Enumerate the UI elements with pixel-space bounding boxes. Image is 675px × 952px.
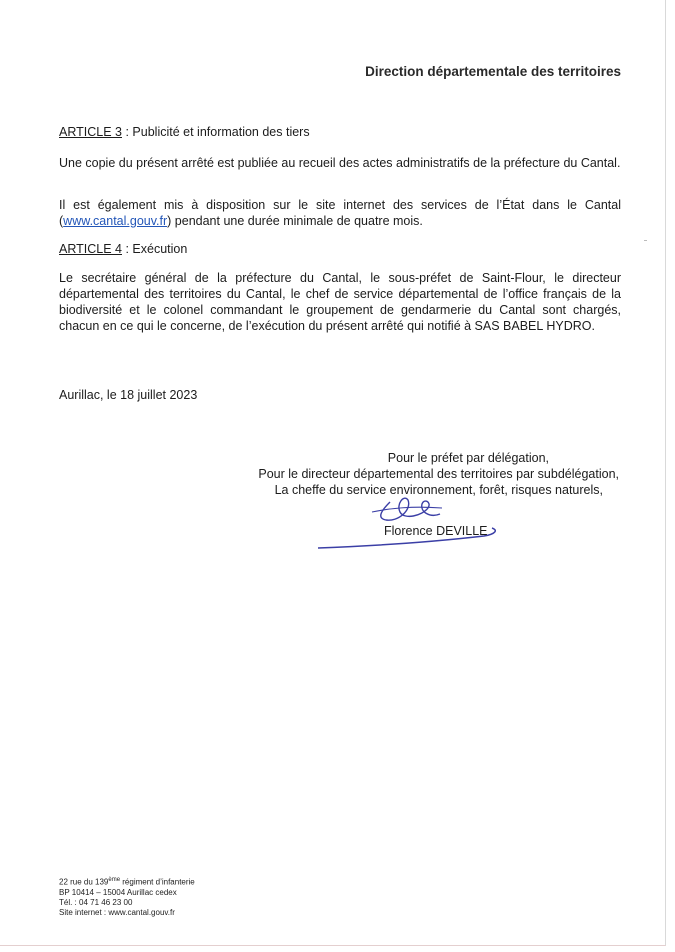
- signature-line-3: La cheffe du service environnement, forêt, risques naturels,: [274, 483, 603, 497]
- article-3-paragraph-2: [59, 197, 621, 229]
- footer-site: Site internet : www.cantal.gouv.fr: [59, 907, 175, 917]
- article-3-p2-after: ) pendant une durée minimale de quatre mois.: [167, 214, 423, 228]
- article-4-number: ARTICLE 4: [59, 242, 122, 256]
- article-4: [59, 241, 621, 257]
- article-3-title: Publicité et information des tiers: [132, 125, 310, 139]
- article-3-paragraph-2-block: [59, 197, 621, 229]
- article-3: [59, 124, 621, 140]
- article-4-title: Exécution: [132, 242, 188, 256]
- article-3-separator: :: [122, 125, 133, 139]
- article-3-number: ARTICLE 3: [59, 125, 122, 139]
- article-4-paragraph: Le secrétaire général de la préfecture du Cantal, le sous-préfet de Saint-Flour, le directeur départemental des territoires du Cantal, le chef de service départemental de l’office français de la biodiversité et le colonel commandant le groupement de gendarmerie du Cantal sont chargés, chacun en ce qui le concerne, de l’exécution du présent arrêté qui notifié à SAS BABEL HYDRO.: [59, 271, 621, 333]
- article-3-p2-before: Il est également mis à disposition sur le site internet des services de l’État dans le Cantal (: [59, 198, 621, 228]
- signature-line-2: Pour le directeur départemental des territoires par subdélégation,: [258, 467, 619, 481]
- date-line-block: [59, 387, 621, 403]
- article-3-paragraph-1-block: [59, 155, 621, 171]
- footer-street-pre: 22 rue du 139: [59, 877, 109, 887]
- article-3-heading: [59, 124, 621, 140]
- department-header: Direction départementale des territoires: [365, 64, 621, 79]
- footer-street: [59, 875, 195, 888]
- footer-tel: Tél. : 04 71 46 23 00: [59, 897, 133, 907]
- footer-address: [59, 875, 195, 918]
- footer-street-post: régiment d’infanterie: [120, 877, 195, 887]
- signatory-name: Florence DEVILLE: [384, 524, 488, 538]
- date-line: Aurillac, le 18 juillet 2023: [59, 388, 198, 402]
- article-4-separator: :: [122, 242, 133, 256]
- article-4-paragraph-block: [59, 270, 621, 334]
- footer-bp: BP 10414 – 15004 Aurillac cedex: [59, 887, 177, 897]
- article-3-paragraph-1: Une copie du présent arrêté est publiée au recueil des actes administratifs de la préfecture du Cantal.: [59, 156, 621, 170]
- article-4-heading: [59, 241, 621, 257]
- margin-mark: [644, 240, 647, 241]
- footer-street-sup: ème: [108, 877, 121, 883]
- cantal-website-link[interactable]: www.cantal.gouv.fr: [63, 214, 168, 228]
- signature-line-1: Pour le préfet par délégation,: [387, 451, 549, 465]
